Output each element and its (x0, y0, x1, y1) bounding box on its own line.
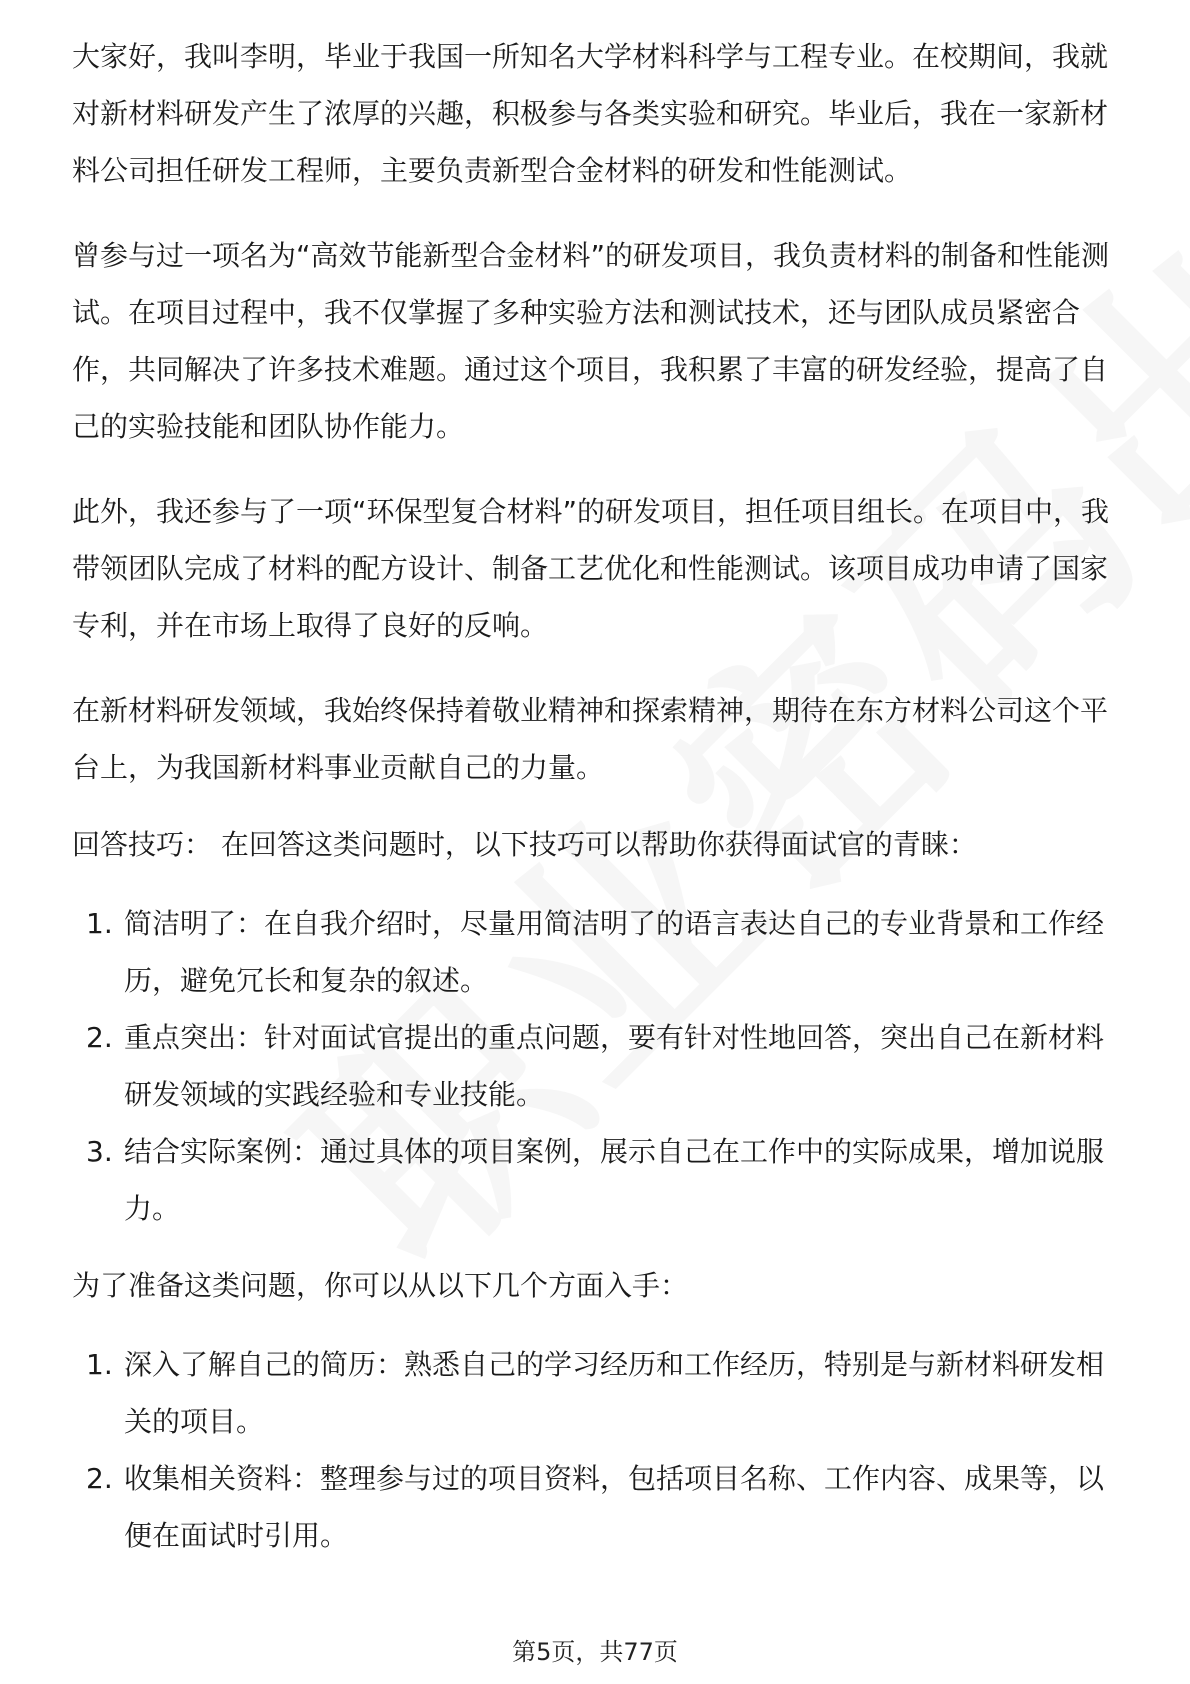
paragraph-project-2: 此外，我还参与了一项“环保型复合材料”的研发项目，担任项目组长。在项目中，我带领团队完成了材料的配方设计、制备工艺优化和性能测试。该项目成功申请了国家专利，并在市场上取得了良好的反响。 (72, 495, 1110, 642)
page-number: 第5页，共77页 (512, 1638, 678, 1666)
list-item (72, 895, 1122, 1009)
paragraph-closing: 在新材料研发领域，我始终保持着敬业精神和探索精神，期待在东方材料公司这个平台上，为我国新材料事业贡献自己的力量。 (72, 694, 1109, 784)
list-item-text: 收集相关资料：整理参与过的项目资料，包括项目名称、工作内容、成果等，以便在面试时引用。 (124, 1462, 1105, 1552)
tips-list (72, 895, 1122, 1237)
prep-list (72, 1336, 1122, 1564)
list-number: 2. (86, 1462, 113, 1495)
tips-heading: 回答技巧： 在回答这类问题时，以下技巧可以帮助你获得面试官的青睐： (72, 828, 977, 861)
list-item-text: 深入了解自己的简历：熟悉自己的学习经历和工作经历，特别是与新材料研发相关的项目。 (124, 1348, 1105, 1438)
list-item-text: 简洁明了：在自我介绍时，尽量用简洁明了的语言表达自己的专业背景和工作经历，避免冗长和复杂的叙述。 (124, 907, 1105, 997)
list-item (72, 1336, 1122, 1450)
document-body (72, 28, 1122, 1564)
list-number: 1. (86, 907, 113, 940)
list-item-text: 结合实际案例：通过具体的项目案例，展示自己在工作中的实际成果，增加说服力。 (124, 1135, 1105, 1225)
list-number: 1. (86, 1348, 113, 1381)
paragraph-intro: 大家好，我叫李明，毕业于我国一所知名大学材料科学与工程专业。在校期间，我就对新材料研发产生了浓厚的兴趣，积极参与各类实验和研究。毕业后，我在一家新材料公司担任研发工程师，主要负责新型合金材料的研发和性能测试。 (72, 40, 1109, 187)
list-item (72, 1009, 1122, 1123)
list-item (72, 1450, 1122, 1564)
list-item-text: 重点突出：针对面试官提出的重点问题，要有针对性地回答，突出自己在新材料研发领域的实践经验和专业技能。 (124, 1021, 1105, 1111)
paragraph-project-1: 曾参与过一项名为“高效节能新型合金材料”的研发项目，我负责材料的制备和性能测试。在项目过程中，我不仅掌握了多种实验方法和测试技术，还与团队成员紧密合作，共同解决了许多技术难题。通过这个项目，我积累了丰富的研发经验，提高了自己的实验技能和团队协作能力。 (72, 239, 1110, 443)
prep-heading: 为了准备这类问题，你可以从以下几个方面入手： (72, 1269, 689, 1302)
list-number: 2. (86, 1021, 113, 1054)
list-number: 3. (86, 1135, 113, 1168)
list-item (72, 1123, 1122, 1237)
